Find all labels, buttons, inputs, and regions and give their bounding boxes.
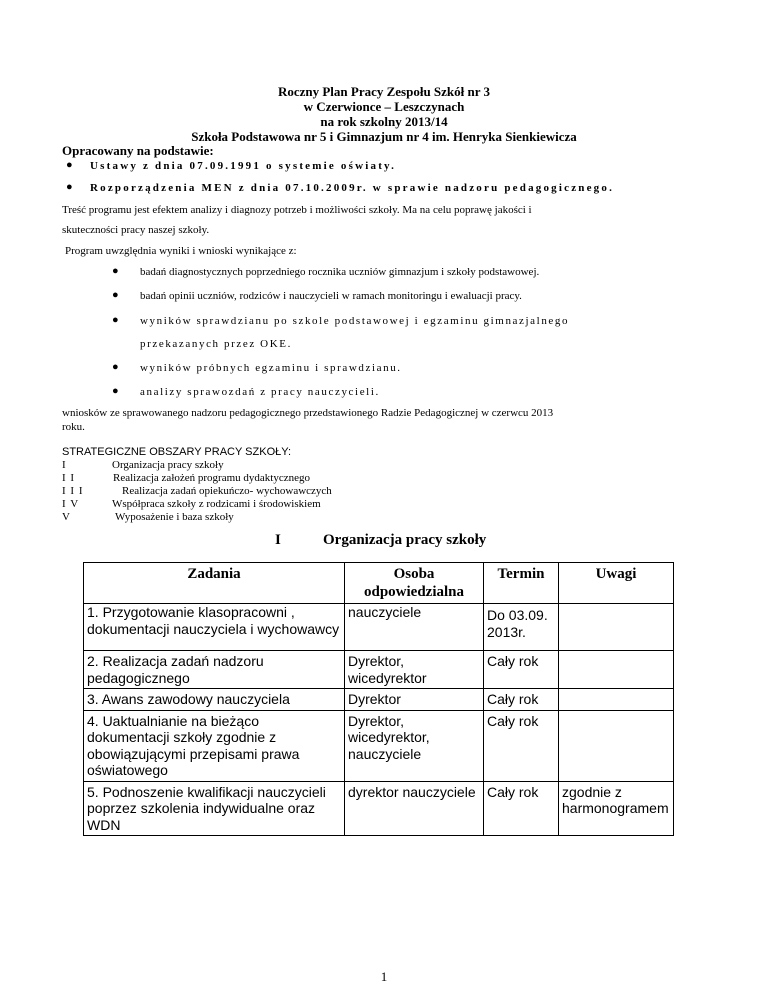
source-item-3: wyników sprawdzianu po szkole podstawowej i egzaminu gimnazjalnego	[140, 315, 570, 327]
basis-item-2: Rozporządzenia MEN z dnia 07.10.2009r. w sprawie nadzoru pedagogicznego.	[90, 182, 615, 194]
area-label-2: Realizacja założeń programu dydaktycznego	[113, 472, 310, 484]
term-cell: Cały rok	[484, 689, 559, 711]
intro-line-3: Program uwzględnia wyniki i wnioski wynikające z:	[65, 245, 297, 257]
area-num-4: I V	[62, 498, 80, 510]
person-cell: Dyrektor, wicedyrektor, nauczyciele	[345, 710, 484, 781]
area-label-5: Wyposażenie i baza szkoły	[115, 511, 234, 523]
area-label-3: Realizacja zadań opiekuńczo- wychowawczych	[122, 485, 332, 497]
term-cell: Do 03.09. 2013r.	[484, 604, 559, 651]
source-item-1: badań diagnostycznych poprzedniego rocznika uczniów gimnazjum i szkoły podstawowej.	[140, 266, 540, 278]
person-cell: nauczyciele	[345, 604, 484, 651]
conclusions-line-2: roku.	[62, 421, 85, 433]
strategic-title: STRATEGICZNE OBSZARY PRACY SZKOŁY:	[62, 446, 292, 458]
notes-cell	[559, 710, 674, 781]
source-item-3-cont: przekazanych przez OKE.	[140, 338, 292, 350]
area-num-3: I I I	[62, 485, 84, 497]
bullet-icon: ●	[66, 159, 73, 171]
table-row	[84, 781, 674, 836]
bullet-icon: ●	[66, 181, 73, 193]
title-line-2: w Czerwionce – Leszczynach	[303, 99, 465, 114]
conclusions-line-1: wniosków ze sprawowanego nadzoru pedagogicznego przedstawionego Radzie Pedagogicznej w czerwcu 2013	[62, 407, 554, 419]
term-cell: Cały rok	[484, 781, 559, 836]
bullet-icon: ●	[112, 385, 119, 397]
term-cell: Cały rok	[484, 710, 559, 781]
header-term: Termin	[484, 563, 559, 604]
page-number: 1	[380, 969, 388, 984]
notes-cell	[559, 604, 674, 651]
area-num-1: I	[62, 459, 67, 471]
bullet-icon: ●	[112, 361, 119, 373]
bullet-icon: ●	[112, 265, 119, 277]
area-label-1: Organizacja pracy szkoły	[112, 459, 224, 471]
notes-cell: zgodnie z harmonogramem	[559, 781, 674, 836]
table-header-row	[84, 563, 674, 604]
basis-item-1: Ustawy z dnia 07.09.1991 o systemie oświaty.	[90, 160, 397, 172]
area-num-5: V	[62, 511, 71, 523]
section-number: I	[275, 532, 281, 548]
table-row	[84, 710, 674, 781]
person-cell: Dyrektor	[345, 689, 484, 711]
area-label-4: Współpraca szkoły z rodzicami i środowiskiem	[112, 498, 321, 510]
notes-cell	[559, 689, 674, 711]
intro-line-2: skuteczności pracy naszej szkoły.	[62, 224, 210, 236]
header-tasks: Zadania	[84, 563, 345, 604]
area-num-2: I I	[62, 472, 76, 484]
task-cell: 2. Realizacja zadań nadzoru pedagogicznego	[84, 651, 345, 689]
title-line-4: Szkoła Podstawowa nr 5 i Gimnazjum nr 4 im. Henryka Sienkiewicza	[191, 129, 577, 144]
bullet-icon: ●	[112, 314, 119, 326]
source-item-4: wyników próbnych egzaminu i sprawdzianu.	[140, 362, 402, 374]
table-row	[84, 651, 674, 689]
table-row	[84, 689, 674, 711]
bullet-icon: ●	[112, 289, 119, 301]
header-notes: Uwagi	[559, 563, 674, 604]
title-line-3: na rok szkolny 2013/14	[320, 114, 448, 129]
person-cell: dyrektor nauczyciele	[345, 781, 484, 836]
task-cell: 4. Uaktualnianie na bieżąco dokumentacji szkoły zgodnie z obowiązującymi przepisami prawa oświatowego	[84, 710, 345, 781]
table-row	[84, 604, 674, 651]
notes-cell	[559, 651, 674, 689]
basis-title: Opracowany na podstawie:	[62, 143, 214, 158]
term-cell: Cały rok	[484, 651, 559, 689]
task-cell: 1. Przygotowanie klasopracowni , dokumentacji nauczyciela i wychowawcy	[84, 604, 345, 651]
source-item-5: analizy sprawozdań z pracy nauczycieli.	[140, 386, 380, 398]
section-title: Organizacja pracy szkoły	[323, 532, 487, 548]
source-item-2: badań opinii uczniów, rodziców i nauczycieli w ramach monitoringu i ewaluacji pracy.	[140, 290, 522, 302]
title-line-1: Roczny Plan Pracy Zespołu Szkół nr 3	[277, 84, 491, 99]
intro-line-1: Treść programu jest efektem analizy i diagnozy potrzeb i możliwości szkoły. Ma na celu poprawę jakości i	[62, 204, 532, 216]
task-cell: 5. Podnoszenie kwalifikacji nauczycieli poprzez szkolenia indywidualne oraz WDN	[84, 781, 345, 836]
person-cell: Dyrektor, wicedyrektor	[345, 651, 484, 689]
header-person: Osoba odpowiedzialna	[345, 563, 484, 604]
plan-table	[83, 562, 674, 836]
task-cell: 3. Awans zawodowy nauczyciela	[84, 689, 345, 711]
